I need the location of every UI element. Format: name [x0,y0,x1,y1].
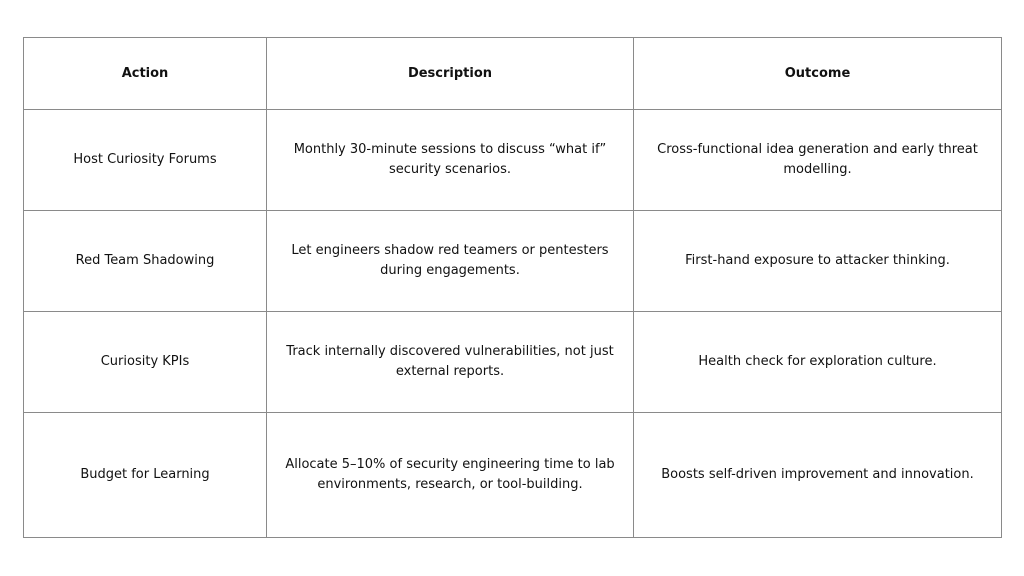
cell-outcome: Health check for exploration culture. [634,312,1002,413]
cell-description: Allocate 5–10% of security engineering time to lab environments, research, or tool-building. [267,413,634,538]
cell-outcome: First-hand exposure to attacker thinking. [634,211,1002,312]
cell-description: Track internally discovered vulnerabilities, not just external reports. [267,312,634,413]
table-row [24,211,1002,312]
cell-description: Let engineers shadow red teamers or pentesters during engagements. [267,211,634,312]
header-outcome: Outcome [634,38,1002,110]
cell-description: Monthly 30-minute sessions to discuss “what if” security scenarios. [267,110,634,211]
cell-action: Budget for Learning [24,413,267,538]
header-description: Description [267,38,634,110]
table-row [24,413,1002,538]
header-action: Action [24,38,267,110]
cell-action: Curiosity KPIs [24,312,267,413]
table-row [24,110,1002,211]
action-table [23,37,1002,538]
cell-action: Host Curiosity Forums [24,110,267,211]
table-row [24,312,1002,413]
cell-outcome: Boosts self-driven improvement and innovation. [634,413,1002,538]
cell-outcome: Cross-functional idea generation and early threat modelling. [634,110,1002,211]
cell-action: Red Team Shadowing [24,211,267,312]
table-header-row [24,38,1002,110]
